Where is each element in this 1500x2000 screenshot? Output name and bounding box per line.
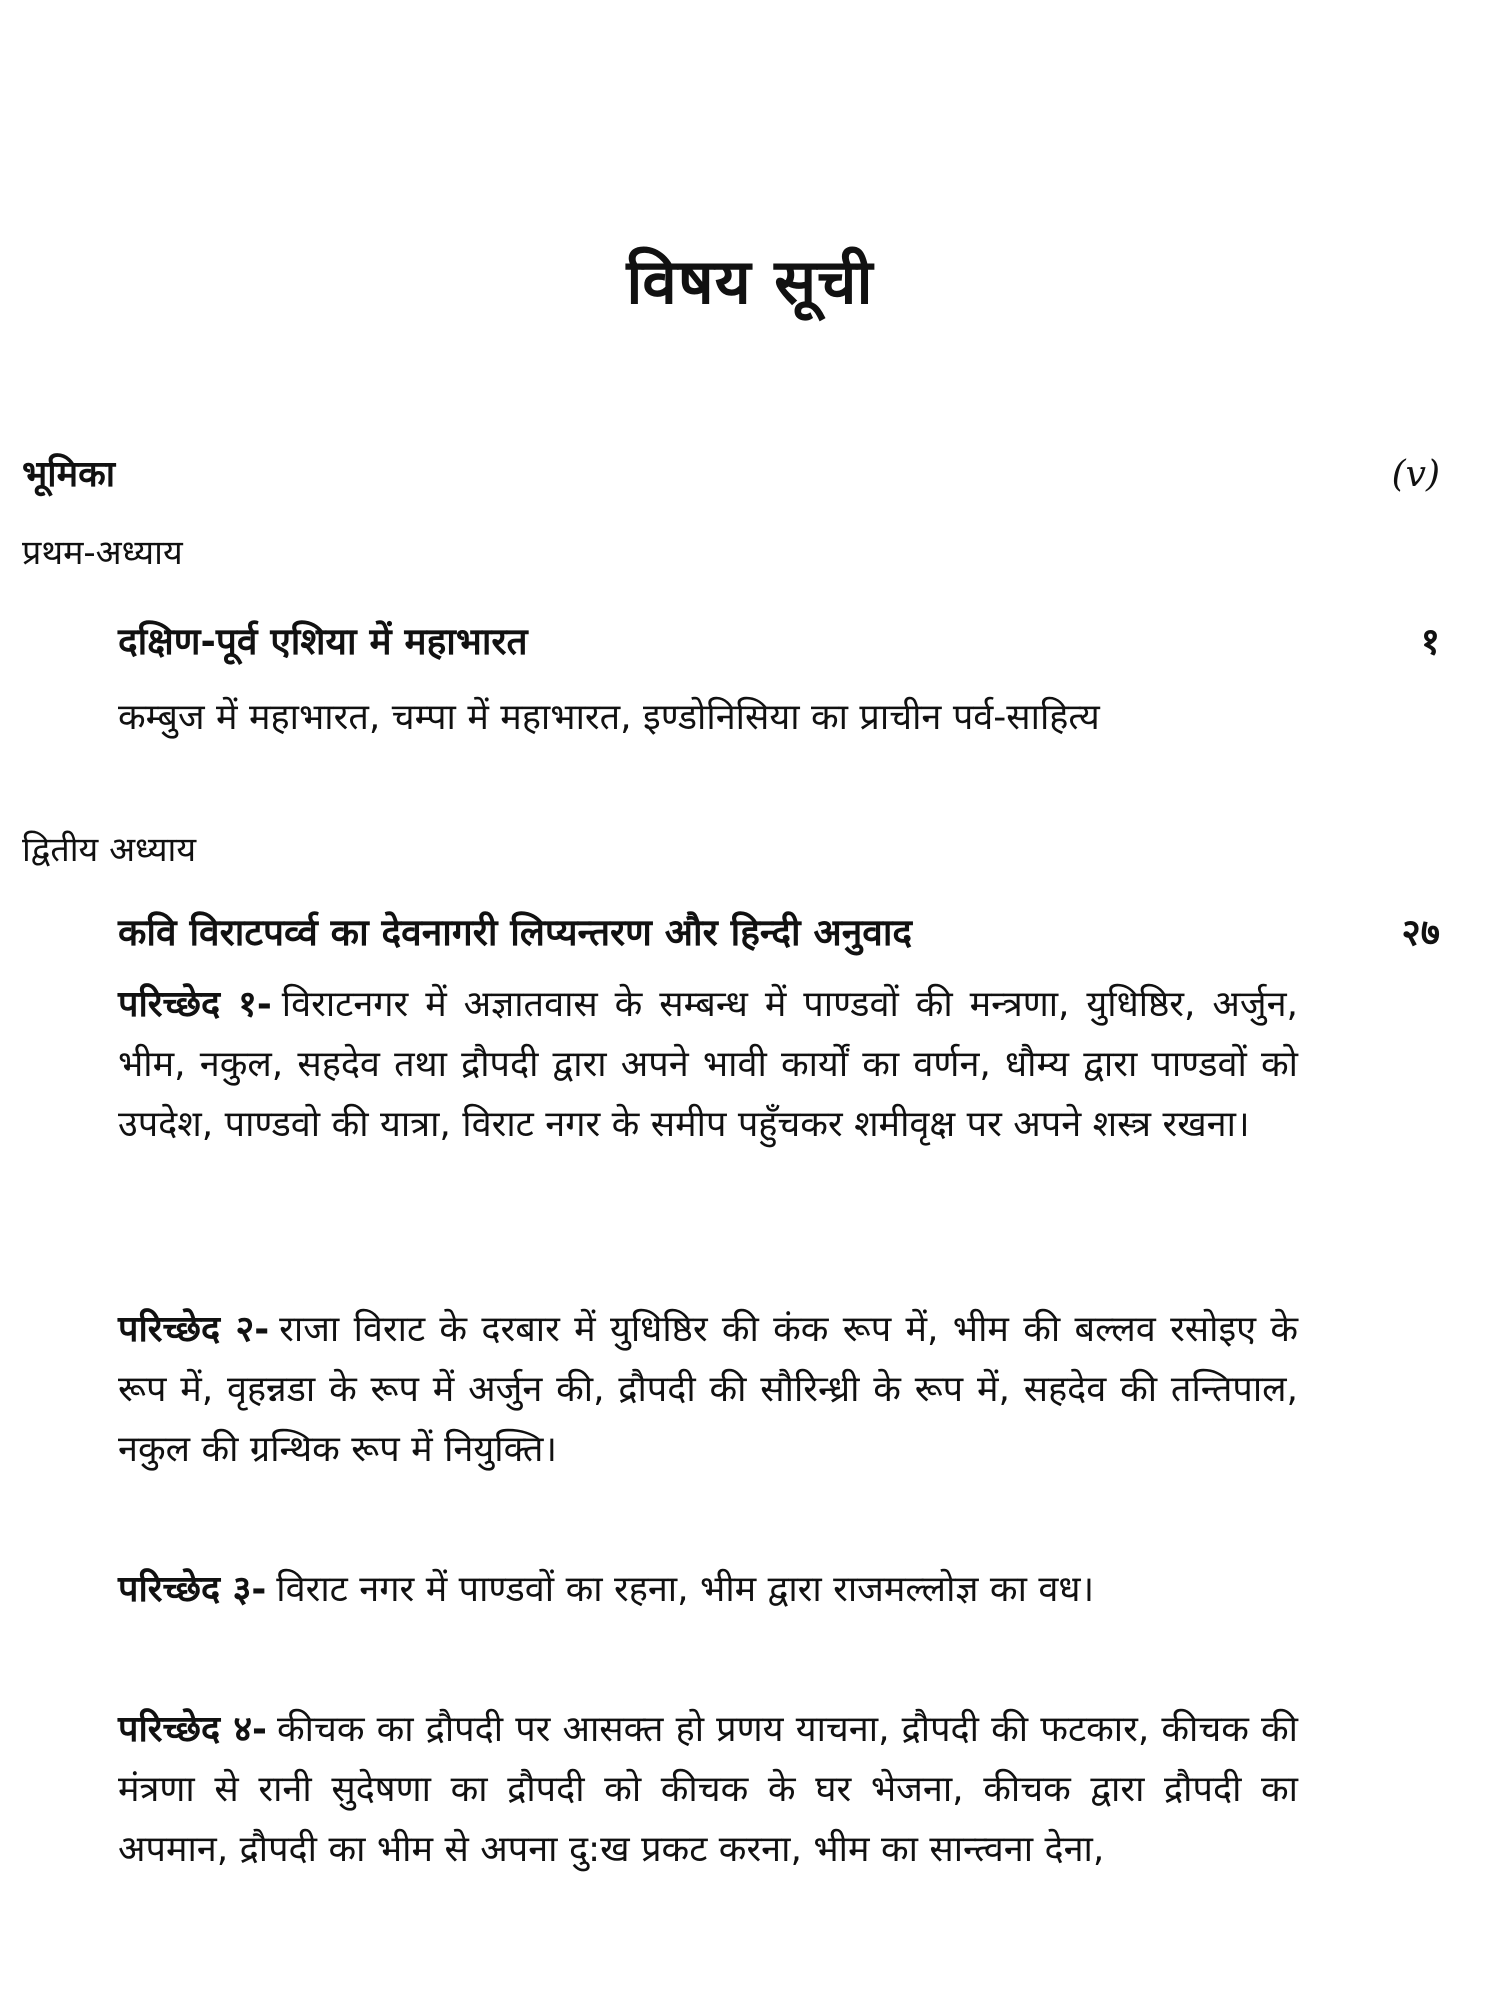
chapter-1-heading-row <box>118 614 1440 665</box>
section-4-prefix: परिच्छेद ४- <box>118 1709 267 1750</box>
chapter-1-page: १ <box>1420 620 1440 663</box>
section-1-text: विराटनगर में अज्ञातवास के सम्बन्ध में पाण्डवों की मन्त्रणा, युधिष्ठिर, अर्जुन, भीम, नकुल, सहदेव तथा द्रौपदी द्वारा अपने भावी कार्यों का वर्णन, धौम्य द्वारा पाण्डवों को उपदेश, पाण्डवो की यात्रा, विराट नगर के समीप पहुँचकर शमीवृक्ष पर अपने शस्त्र रखना। <box>118 984 1299 1145</box>
section-4-text: कीचक का द्रौपदी पर आसक्त हो प्रणय याचना, द्रौपदी की फटकार, कीचक की मंत्रणा से रानी सुदेषणा का द्रौपदी को कीचक के घर भेजना, कीचक द्वारा द्रौपदी का अपमान, द्रौपदी का भीम से अपना दु:ख प्रकट करना, भीम का सान्त्वना देना, <box>118 1709 1299 1870</box>
chapter-1-label: प्रथम-अध्याय <box>22 533 183 573</box>
section-2-text: राजा विराट के दरबार में युधिष्ठिर की कंक रूप में, भीम की बल्लव रसोइए के रूप में, वृहन्नडा के रूप में अर्जुन की, द्रौपदी की सौरिन्ध्री के रूप में, सहदेव की तन्तिपाल, नकुल की ग्रन्थिक रूप में नियुक्ति। <box>118 1309 1298 1470</box>
section-4 <box>118 1700 1298 1880</box>
preface-label: भूमिका <box>22 454 116 495</box>
chapter-1-summary: कम्बुज में महाभारत, चम्पा में महाभारत, इण्डोनिसिया का प्राचीन पर्व-साहित्य <box>118 697 1100 738</box>
preface-page: (v) <box>1391 454 1440 495</box>
chapter-2-heading: कवि विराटपर्व्व का देवनागरी लिप्यन्तरण और हिन्दी अनुवाद <box>118 911 913 954</box>
section-2-prefix: परिच्छेद २- <box>118 1309 270 1350</box>
chapter-2-heading-row <box>118 905 1440 956</box>
preface-row <box>22 448 1440 497</box>
page-title: विषय सूची <box>626 245 874 318</box>
chapter-2-page: २७ <box>1401 911 1440 954</box>
section-3-text: विराट नगर में पाण्डवों का रहना, भीम द्वारा राजमल्लोज्ञ का वध। <box>276 1569 1095 1610</box>
section-3 <box>118 1560 1298 1620</box>
section-1-prefix: परिच्छेद १- <box>118 984 272 1025</box>
section-2 <box>118 1300 1298 1480</box>
section-3-prefix: परिच्छेद ३- <box>118 1569 267 1610</box>
chapter-1-heading: दक्षिण-पूर्व एशिया में महाभारत <box>118 620 528 663</box>
section-1 <box>118 975 1298 1155</box>
chapter-2-label: द्वितीय अध्याय <box>22 830 197 870</box>
